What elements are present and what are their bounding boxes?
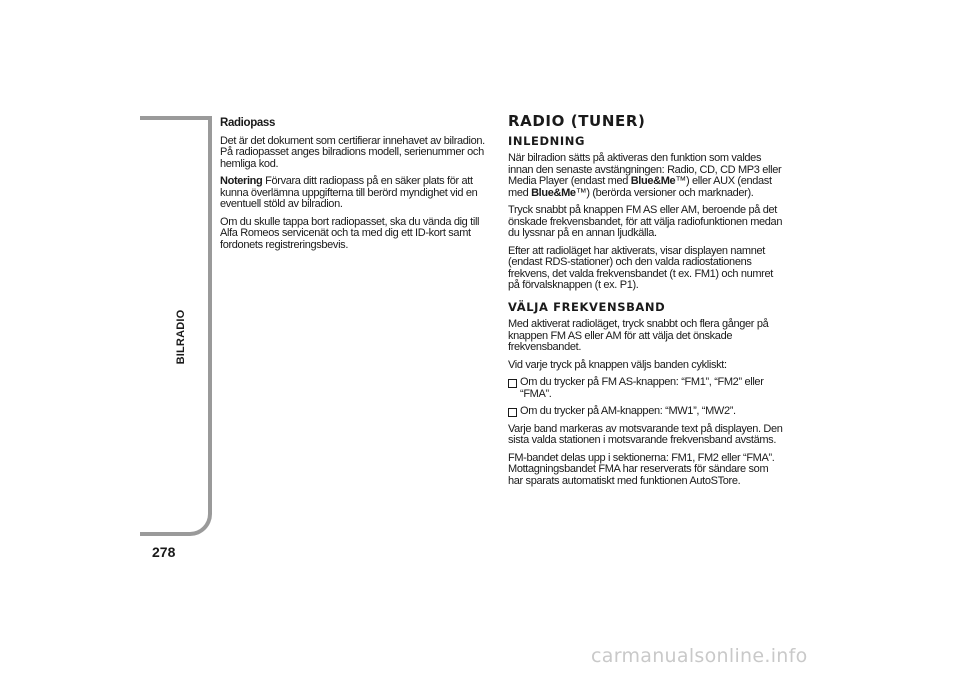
brand-name: Blue&Me xyxy=(630,175,676,187)
watermark: carmanualsonline.info xyxy=(591,645,808,667)
band-heading: VÄLJA FREKVENSBAND xyxy=(508,299,666,314)
band-paragraph-2: Vid varje tryck på knappen väljs banden cykliskt: xyxy=(508,358,727,371)
radiopass-paragraph: Det är det dokument som certifierar innehavet av bilradion. På radiopasset anges bilradions modell, serienummer och hemliga kod. xyxy=(220,134,485,170)
list-item-text: Om du trycker på AM-knappen: “MW1”, “MW2”. xyxy=(520,405,736,417)
right-column xyxy=(508,112,784,493)
checkbox-bullet-icon xyxy=(508,379,517,388)
note-paragraph xyxy=(220,176,488,211)
intro-paragraph-3: Efter att radioläget har aktiverats, visar displayen namnet (endast RDS-stationer) och den valda radiostationens frekvens, det valda frekvensbandet (t ex. FM1) och numret på förvalsknappen (t ex. P1). xyxy=(508,244,773,291)
intro-text-a: När bilradion sätts på aktiveras den funktion som valdes innan den senaste avstängningen: Radio, CD, CD MP3 eller Media Player (endast med xyxy=(508,152,782,187)
list-item-text: Om du trycker på FM AS-knappen: “FM1”, “FM2” eller “FMA”. xyxy=(520,376,764,400)
section-label: BILRADIO xyxy=(175,309,187,365)
list-item xyxy=(508,377,784,400)
intro-paragraph-1 xyxy=(508,153,784,199)
intro-paragraph-2: Tryck snabbt på knappen FM AS eller AM, beroende på det önskade frekvensbandet, för att välja radiofunktionen medan du lyssnar på en annan ljudkälla. xyxy=(508,204,783,239)
section-title: RADIO (TUNER) xyxy=(508,112,646,130)
left-column xyxy=(220,118,488,257)
lost-pass-paragraph: Om du skulle tappa bort radiopasset, ska du vända dig till Alfa Romeos servicenät och ta med dig ett ID-kort samt fordonets registreringsbevis. xyxy=(220,215,480,251)
note-label: Notering xyxy=(220,175,263,187)
intro-text-c: ™) (berörda versioner och marknader). xyxy=(575,186,754,199)
note-text: Förvara ditt radiopass på en säker plats för att kunna överlämna uppgifterna till berörd myndighet vid en eventuell stöld av bilradion. xyxy=(220,175,478,210)
brand-name: Blue&Me xyxy=(531,186,576,199)
radiopass-heading: Radiopass xyxy=(220,117,276,129)
band-paragraph-1: Med aktiverat radioläget, tryck snabbt och flera gånger på knappen FM AS eller AM för att välja det önskade frekvensbandet. xyxy=(508,318,769,353)
band-paragraph-4: FM-bandet delas upp i sektionerna: FM1, FM2 eller “FMA”. Mottagningsbandet FMA har reserverats för sändare som har sparats automatiskt med funktionen AutoSTore. xyxy=(508,451,775,487)
intro-text-b: ™) eller AUX (endast med xyxy=(508,175,772,199)
list-item xyxy=(508,406,784,418)
intro-heading: INLEDNING xyxy=(508,133,585,148)
band-paragraph-3: Varje band markeras av motsvarande text på displayen. Den sista valda stationen i motsvarande frekvensband avstäms. xyxy=(508,422,783,446)
checkbox-bullet-icon xyxy=(508,408,517,417)
page-number: 278 xyxy=(152,544,176,560)
